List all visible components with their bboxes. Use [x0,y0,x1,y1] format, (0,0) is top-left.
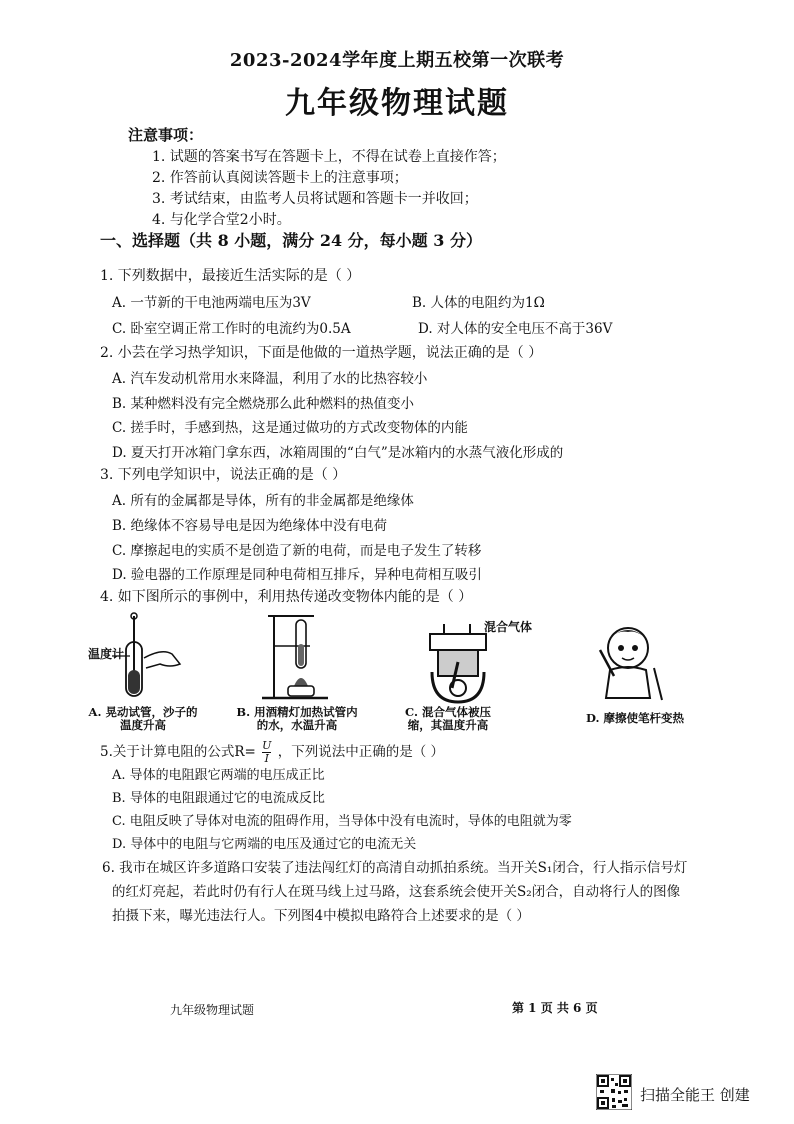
question-1-stem: 1. 下列数据中，最接近生活实际的是（ ） [100,268,361,284]
question-1-option-a: A. 一节新的干电池两端电压为3V [112,295,311,311]
qr-code-icon [596,1074,632,1110]
fraction-denominator: I [264,752,269,765]
question-1-option-c: C. 卧室空调正常工作时的电流约为0.5A [112,321,351,337]
question-5-stem-after: ，下列说法中正确的是（ ） [277,744,445,760]
notes-heading: 注意事项： [128,126,204,144]
note-item-4: 4. 与化学合堂2小时。 [152,212,291,228]
question-1-option-d: D. 对人体的安全电压不高于36V [418,321,613,337]
exam-title-line2: 九年级物理试题 [285,86,509,121]
question-5-option-d: D. 导体中的电阻与它两端的电压及通过它的电流无关 [112,837,417,852]
scanner-watermark: 扫描全能王 创建 [640,1086,750,1104]
question-3-stem: 3. 下列电学知识中，说法正确的是（ ） [100,467,347,483]
figure-d-student-pen [588,620,668,702]
question-2-option-a: A. 汽车发动机常用水来降温，利用了水的比热容较小 [112,371,428,387]
question-5-option-b: B. 导体的电阻跟通过它的电流成反比 [112,791,325,806]
question-5-option-a: A. 导体的电阻跟它两端的电压成正比 [112,768,325,783]
question-3-option-c: C. 摩擦起电的实质不是创造了新的电荷，而是电子发生了转移 [112,543,482,559]
question-6-line-1: 6. 我市在城区许多道路口安装了违法闯红灯的高清自动抓拍系统。当开关S₁闭合，行人指示信号灯 [102,860,688,876]
question-4-stem: 4. 如下图所示的事例中，利用热传递改变物体内能的是（ ） [100,589,473,605]
question-1-option-b: B. 人体的电阻约为1Ω [412,295,545,311]
note-item-2: 2. 作答前认真阅读答题卡上的注意事项； [152,170,408,186]
question-2-stem: 2. 小芸在学习热学知识，下面是他做的一道热学题，说法正确的是（ ） [100,345,543,361]
question-3-option-d: D. 验电器的工作原理是同种电荷相互排斥，异种电荷相互吸引 [112,567,482,583]
question-3-option-b: B. 绝缘体不容易导电是因为绝缘体中没有电荷 [112,518,388,534]
figure-c-caption: C. 混合气体被压缩，其温度升高 [405,705,491,732]
figure-d-caption: D. 摩擦使笔杆变热 [585,711,685,725]
question-5-option-c: C. 电阻反映了导体对电流的阻碍作用，当导体中没有电流时，导体的电阻就为零 [112,814,572,829]
fraction-numerator: U [262,739,272,752]
figure-a-caption: A. 晃动试管，沙子的温度升高 [88,705,198,732]
question-3-option-a: A. 所有的金属都是导体，所有的非金属都是绝缘体 [112,493,414,509]
resistance-fraction [262,740,271,765]
thermometer-label: 温度计 [88,647,125,661]
figure-a-test-tube [110,612,190,702]
question-2-option-c: C. 搓手时，手感到热，这是通过做功的方式改变物体的内能 [112,420,468,436]
figure-b-alcohol-lamp [258,610,338,706]
question-5-stem-before: 5.关于计算电阻的公式R= [100,744,256,760]
note-item-1: 1. 试题的答案书写在答题卡上，不得在试卷上直接作答； [152,149,506,165]
figure-c-engine-cylinder [424,616,494,706]
exam-title-line1: 2023-2024学年度上期五校第一次联考 [229,50,565,71]
footer-page-number: 第 1 页 共 6 页 [512,1001,598,1015]
footer-subject: 九年级物理试题 [170,1003,255,1017]
note-item-3: 3. 考试结束，由监考人员将试题和答题卡一并收回； [152,191,478,207]
section-heading: 一、选择题（共 8 小题，满分 24 分，每小题 3 分） [100,231,482,250]
question-5-stem [100,740,444,765]
question-6-line-2: 的红灯亮起，若此时仍有行人在斑马线上过马路，这套系统会使开关S₂闭合，自动将行人的图像 [112,884,681,900]
mixed-gas-label: 混合气体 [484,620,533,634]
question-2-option-b: B. 某种燃料没有完全燃烧那么此种燃料的热值变小 [112,396,415,412]
question-6-line-3: 拍摄下来，曝光违法行人。下列图4中模拟电路符合上述要求的是（ ） [112,908,530,924]
question-2-option-d: D. 夏天打开冰箱门拿东西，冰箱周围的“白气”是冰箱内的水蒸气液化形成的 [112,445,564,461]
figure-b-caption: B. 用酒精灯加热试管内的水，水温升高 [236,705,358,732]
